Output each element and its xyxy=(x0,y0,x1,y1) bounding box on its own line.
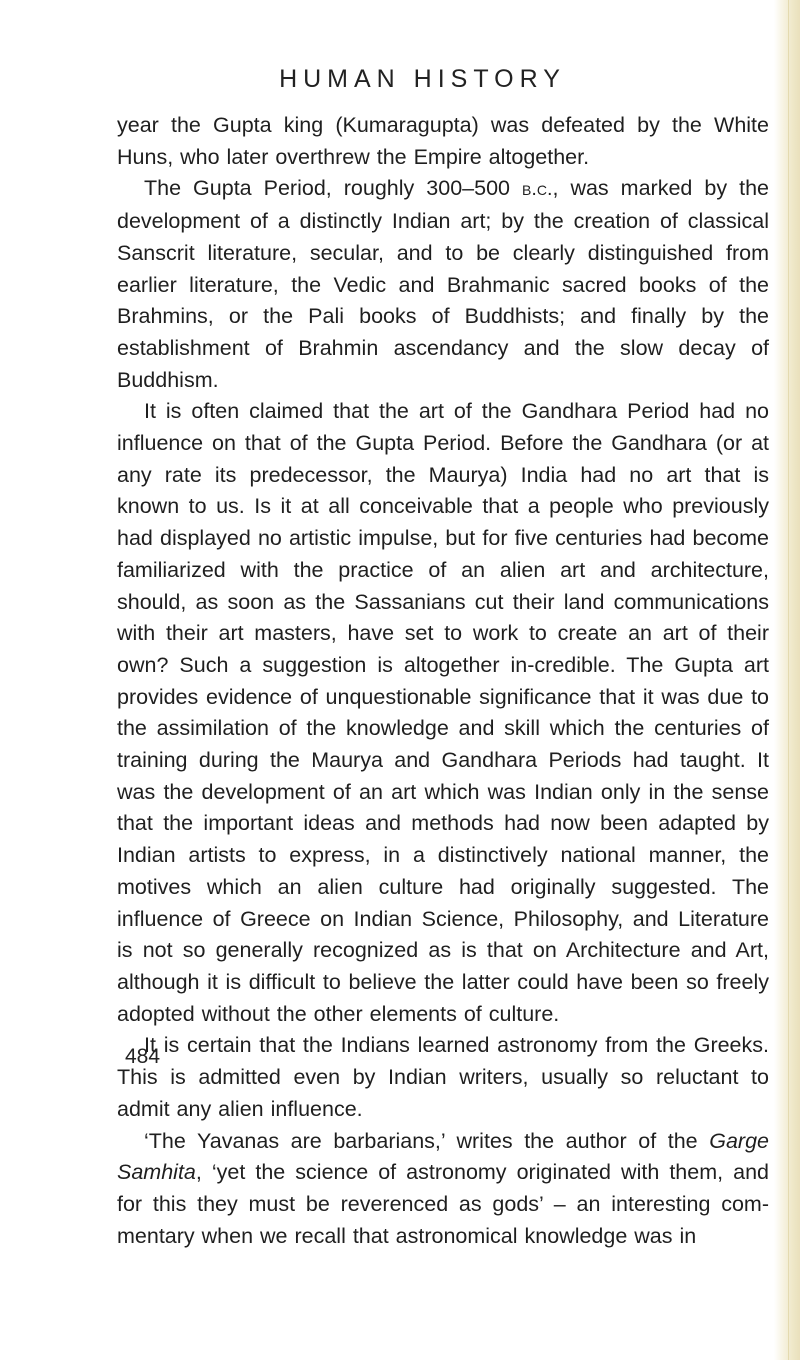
paragraph-5 xyxy=(117,1126,769,1253)
paragraph-4: It is certain that the Indians learned astronomy from the Greeks. This is admitted even by Indian writers, usually so reluctant to admit any alien influence. xyxy=(117,1033,769,1121)
paragraph-5-part-b: , ‘yet the science of astronomy originated with them, and for this they must be reverenced as gods’ – an interesting com-mentary when we recall that astronomical knowledge was in xyxy=(117,1160,769,1248)
page-edge xyxy=(774,0,800,1360)
era-abbreviation: b.c. xyxy=(522,178,553,201)
paragraph-2-part-b: , was marked by the development of a distinctly Indian art; by the creation of classical Sanscrit literature, secular, and to be clearly distinguished from earlier literature, the Vedic and Brahmanic sacred books of the Brahmins, or the Pali books of Buddhists; and finally by the establishment of Brahmin ascendancy and the slow decay of Buddhism. xyxy=(117,176,769,392)
paragraph-3: It is often claimed that the art of the Gandhara Period had no influence on that of the Gupta Period. Before the Gandhara (or at any rate its predecessor, the Maurya) India had no art that is known to us. Is it at all conceivable that a people who previously had displayed no artistic impulse, but for five centuries had become familiarized with the practice of an alien art and architecture, should, as soon as the Sassanians cut their land communications with their art masters, have set to work to create an art of their own? Such a suggestion is altogether in-credible. The Gupta art provides evidence of unquestionable significance that it was due to the assimilation of the knowledge and skill which the centuries of training during the Maurya and Gandhara Periods had taught. It was the development of an art which was Indian only in the sense that the important ideas and methods had now been adapted by Indian artists to express, in a distinctively national manner, the motives which an alien culture had originally suggested. The influence of Greece on Indian Science, Philosophy, and Literature is not so generally recognized as is that on Architecture and Art, although it is difficult to believe the latter could have been so freely adopted without the other elements of culture. xyxy=(117,399,769,1026)
paragraph-1: year the Gupta king (Kumaragupta) was defeated by the White Huns, who later overthrew the Empire altogether. xyxy=(117,113,769,169)
work-title: Garge Samhita xyxy=(117,1128,769,1185)
paragraph-2 xyxy=(117,173,769,396)
page-number: 484 xyxy=(125,1045,161,1068)
body-text xyxy=(117,110,769,1252)
paragraph-2-part-a: The Gupta Period, roughly 300–500 xyxy=(144,176,523,201)
running-head: HUMAN HISTORY xyxy=(279,65,566,93)
paragraph-5-part-a: ‘The Yavanas are barbarians,’ writes the author of the xyxy=(144,1128,710,1153)
